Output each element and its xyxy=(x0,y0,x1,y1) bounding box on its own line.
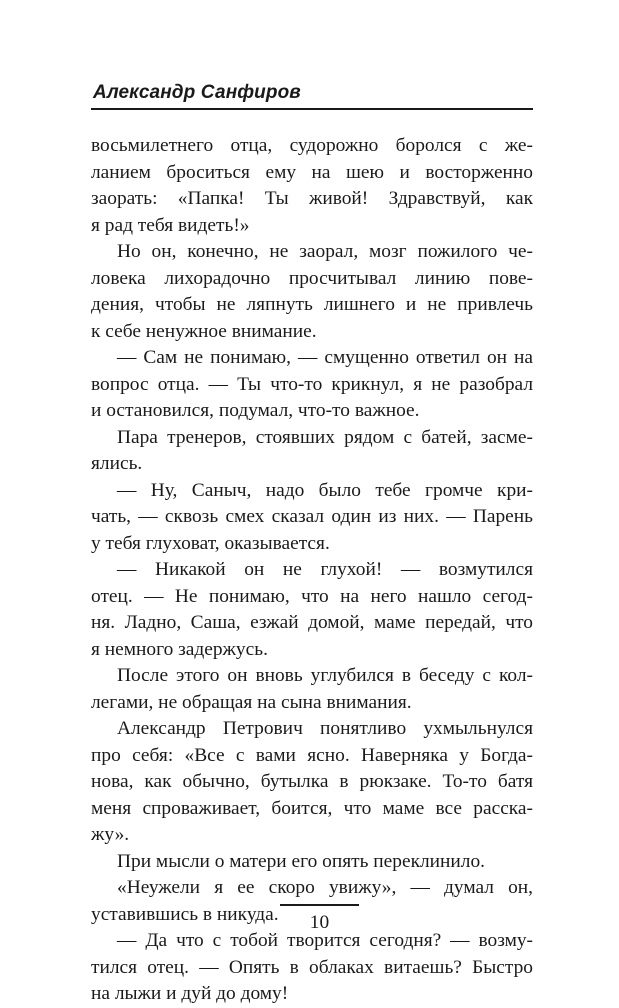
text-line: на лыжи и дуй до дому! xyxy=(91,983,289,1004)
author-name: Александр Санфиров xyxy=(93,82,301,103)
paragraph-first-line: Но он, конечно, не заорал, мозг пожилого че- xyxy=(117,241,533,262)
paragraph-first-line: — Сам не понимаю, — смущенно ответил он на xyxy=(117,347,533,368)
text-line: ялись. xyxy=(91,453,143,474)
text-line: дения, чтобы не ляпнуть лишнего и не привлечь xyxy=(91,294,533,315)
paragraph-first-line: — Никакой он не глухой! — возмутился xyxy=(117,559,533,580)
text-line: легами, не обращая на сына внимания. xyxy=(91,691,412,713)
text-line: меня спроваживает, боится, что маме все расска- xyxy=(91,797,533,819)
text-line: уставившись в никуда. xyxy=(91,903,279,925)
text-line: ня. Ладно, Саша, езжай домой, маме передай, что xyxy=(91,612,533,633)
text-line: заорать: «Папка! Ты живой! Здравствуй, как xyxy=(91,188,533,209)
text-line: я немного задержусь. xyxy=(91,638,268,660)
text-line: я рад тебя видеть!» xyxy=(91,214,250,236)
text-line: ловека лихорадочно просчитывал линию пове- xyxy=(91,267,533,289)
paragraph-first-line: «Неужели я ее скоро увижу», — думал он, xyxy=(117,877,533,898)
paragraph-first-line: После этого он вновь углубился в беседу с кол- xyxy=(117,665,533,686)
text-line: жу». xyxy=(91,824,130,845)
paragraph-first-line: Пара тренеров, стоявших рядом с батей, засме- xyxy=(117,426,533,448)
text-line: про себя: «Все с вами ясно. Наверняка у Богда- xyxy=(91,744,533,766)
text-line: чать, — сквозь смех сказал один из них. — Парень xyxy=(91,506,533,527)
text-line: вопрос отца. — Ты что-то крикнул, я не разобрал xyxy=(91,373,533,395)
text-line: ланием броситься ему на шею и восторженно xyxy=(91,161,533,183)
text-line: восьмилетнего отца, судорожно боролся с же- xyxy=(91,135,533,156)
paragraph-first-line: При мысли о матери его опять переклинило. xyxy=(117,850,486,872)
text-line: и остановился, подумал, что-то важное. xyxy=(91,400,420,421)
text-line: к себе ненужное внимание. xyxy=(91,320,317,342)
running-header xyxy=(91,82,533,112)
page-number: 10 xyxy=(309,912,330,933)
header-rule xyxy=(91,108,533,110)
footer-rule xyxy=(280,904,359,906)
paragraph-first-line: — Да что с тобой творится сегодня? — возму- xyxy=(117,930,533,951)
text-line: у тебя глуховат, оказывается. xyxy=(91,532,330,554)
text-line: нова, как обычно, бутылка в рюкзаке. То-то батя xyxy=(91,771,533,792)
paragraph-first-line: — Ну, Саныч, надо было тебе громче кри- xyxy=(117,479,533,501)
paragraph-first-line: Александр Петрович понятливо ухмыльнулся xyxy=(117,718,533,739)
book-text xyxy=(91,133,533,1008)
text-line: тился отец. — Опять в облаках витаешь? Быстро xyxy=(91,956,533,978)
text-line: отец. — Не понимаю, что на него нашло сегод- xyxy=(91,585,533,607)
